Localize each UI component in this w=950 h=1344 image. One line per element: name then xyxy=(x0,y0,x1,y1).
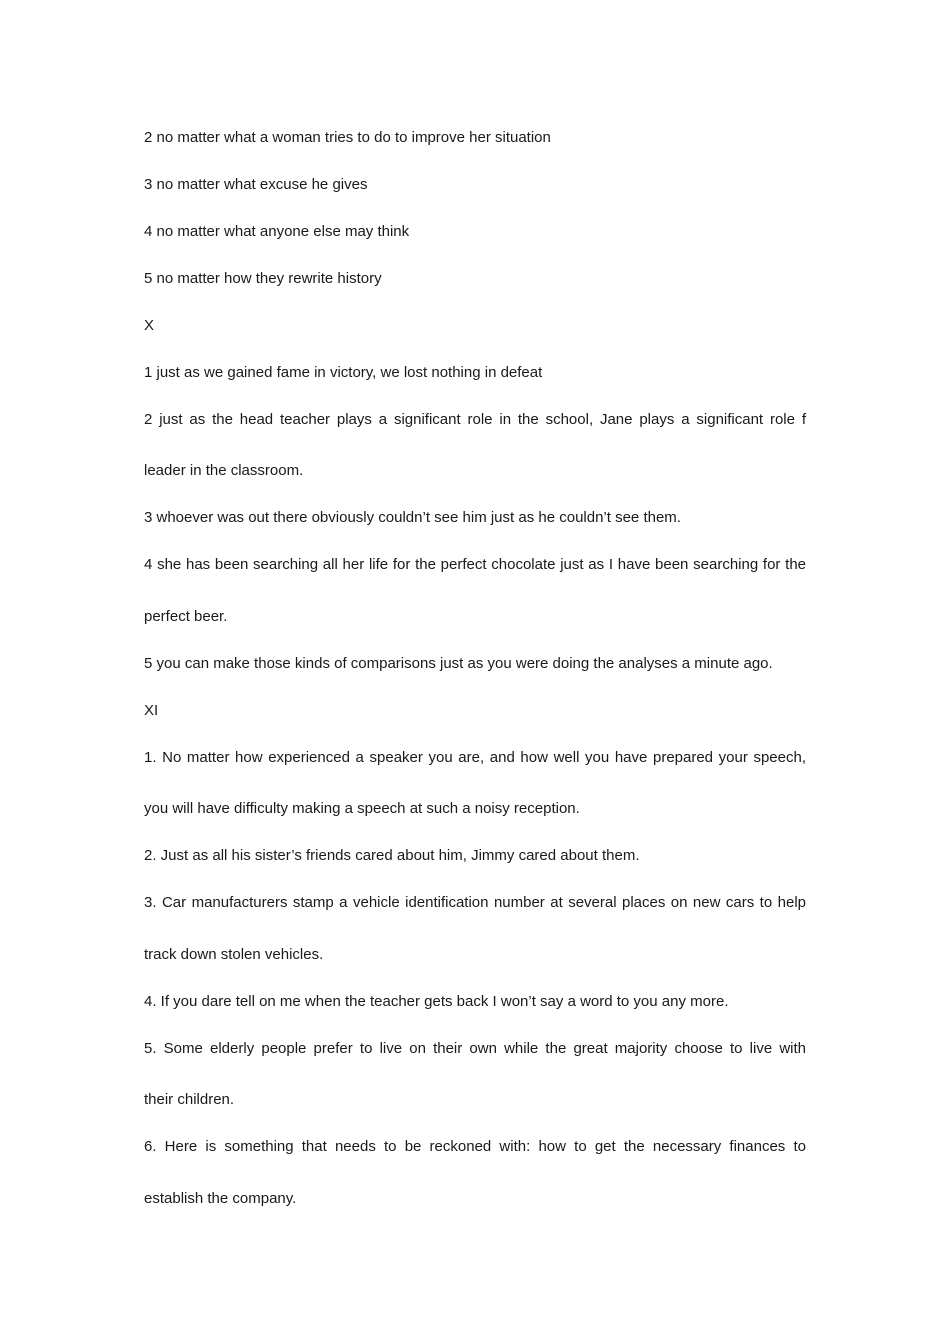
text-line: 5. Some elderly people prefer to live on their own while the great majority choose to live with xyxy=(144,1040,806,1057)
text-line: 5 no matter how they rewrite history xyxy=(144,270,382,287)
text-line: you will have difficulty making a speech at such a noisy reception. xyxy=(144,800,580,817)
text-line: 4. If you dare tell on me when the teacher gets back I won’t say a word to you any more. xyxy=(144,993,729,1010)
section-heading-x: X xyxy=(144,317,155,334)
text-line: 1. No matter how experienced a speaker you are, and how well you have prepared your speech, xyxy=(144,749,806,766)
text-line: 2 no matter what a woman tries to do to improve her situation xyxy=(144,129,551,146)
section-heading-xi: XI xyxy=(144,702,159,719)
text-line: leader in the classroom. xyxy=(144,462,304,479)
text-line: 4 she has been searching all her life for the perfect chocolate just as I have been searching for the xyxy=(144,556,806,573)
text-line: 2. Just as all his sister’s friends cared about him, Jimmy cared about them. xyxy=(144,847,640,864)
text-line: perfect beer. xyxy=(144,608,228,625)
text-line: 3 no matter what excuse he gives xyxy=(144,176,368,193)
text-line: 5 you can make those kinds of comparisons just as you were doing the analyses a minute ago. xyxy=(144,655,773,672)
text-line: 3. Car manufacturers stamp a vehicle identification number at several places on new cars to help xyxy=(144,894,806,911)
text-line: 1 just as we gained fame in victory, we lost nothing in defeat xyxy=(144,364,543,381)
text-line: 4 no matter what anyone else may think xyxy=(144,223,410,240)
text-line: establish the company. xyxy=(144,1190,297,1207)
text-line: their children. xyxy=(144,1091,235,1108)
text-line: 3 whoever was out there obviously couldn’t see him just as he couldn’t see them. xyxy=(144,509,681,526)
text-line: 2 just as the head teacher plays a significant role in the school, Jane plays a significant role f xyxy=(144,411,806,428)
text-line: track down stolen vehicles. xyxy=(144,946,324,963)
text-line: 6. Here is something that needs to be reckoned with: how to get the necessary finances to xyxy=(144,1138,806,1155)
